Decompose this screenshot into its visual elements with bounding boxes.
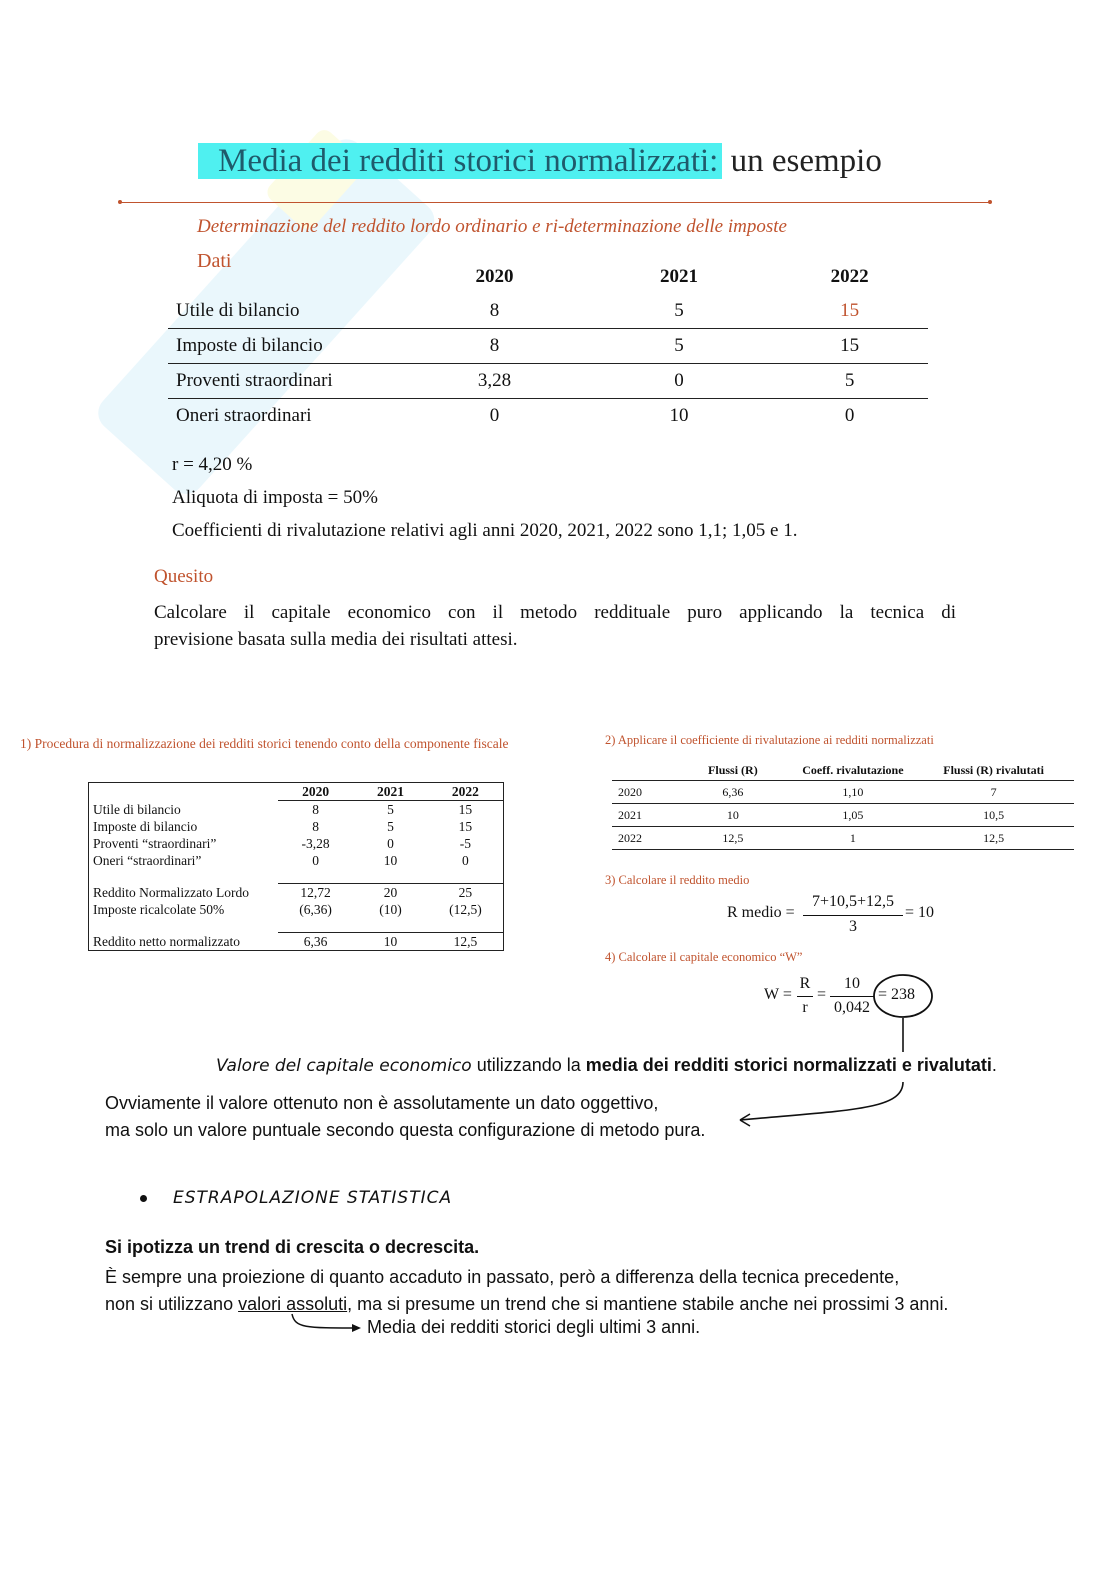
slide-title-rest: un esempio — [722, 143, 882, 179]
arrow-curve — [740, 1082, 903, 1120]
trend-line: È sempre una proiezione di quanto accaduto in passato, però a differenza della tecnica precedente, — [105, 1267, 900, 1287]
row-label: Imposte di bilancio — [93, 819, 198, 834]
year-header: 2021 — [353, 783, 428, 801]
cell: 10 — [669, 405, 689, 426]
bullet-dot — [140, 1195, 147, 1202]
row-label: Imposte di bilancio — [168, 329, 402, 364]
w-result: 238 — [891, 986, 915, 1003]
cell: 0 — [387, 836, 394, 851]
param-tax: Aliquota di imposta = 50% — [172, 487, 378, 508]
column-header: Flussi (R) rivalutati — [913, 760, 1074, 781]
cell: 20 — [353, 884, 428, 902]
cell: 6,36 — [673, 781, 792, 804]
cell: 10 — [383, 853, 398, 868]
row-label: Oneri straordinari — [176, 405, 312, 426]
quesito-label: Quesito — [154, 566, 214, 587]
row-year: 2022 — [612, 827, 673, 850]
cell: 0 — [462, 853, 469, 868]
cell: 15 — [771, 329, 928, 364]
media-note: Media dei redditi storici degli ultimi 3 anni. — [367, 1317, 701, 1337]
row-label: Utile di bilancio — [168, 294, 402, 329]
ovviamente-note — [105, 1090, 705, 1144]
step4-heading: 4) Calcolare il capitale economico “W” — [605, 950, 803, 964]
cell: 10 — [673, 804, 792, 827]
valore-sentence — [216, 1055, 997, 1076]
column-header: Coeff. rivalutazione — [793, 760, 914, 781]
param-coefficients: Coefficienti di rivalutazione relativi agli anni 2020, 2021, 2022 sono 1,1; 1,05 e 1. — [172, 520, 798, 541]
year-header: 2022 — [428, 783, 504, 801]
cell: (6,36) — [299, 902, 332, 917]
cell: -5 — [459, 836, 472, 851]
valore-bold: media dei redditi storici normalizzati e rivalutati — [585, 1055, 992, 1075]
step2-heading: 2) Applicare il coefficiente di rivalutazione ai redditi normalizzati — [605, 733, 934, 747]
w-frac1-num: R — [799, 975, 811, 992]
cell: 0 — [587, 364, 771, 399]
trend-heading: Si ipotizza un trend di crescita o decrescita. — [105, 1237, 480, 1257]
param-rate: r = 4,20 % — [172, 454, 253, 475]
bullet-item — [140, 1188, 452, 1208]
cell: 15 — [458, 819, 473, 834]
cell: 12,5 — [913, 827, 1074, 850]
cell: 0 — [312, 853, 319, 868]
year-header: 2020 — [278, 783, 353, 801]
row-label: Reddito Normalizzato Lordo — [93, 884, 249, 900]
row-label: Imposte ricalcolate 50% — [93, 902, 225, 917]
cell: 1,05 — [793, 804, 914, 827]
bullet-text: ESTRAPOLAZIONE STATISTICA — [173, 1188, 453, 1208]
year-header: 2022 — [830, 266, 869, 287]
row-year: 2020 — [612, 781, 673, 804]
r-medio-label: R medio = — [727, 904, 795, 921]
arrow-head — [352, 1324, 361, 1332]
cell: 8 — [312, 819, 319, 834]
slide-subtitle: Determinazione del reddito lordo ordinario e ri-determinazione delle imposte — [197, 216, 787, 237]
year-header: 2021 — [659, 266, 698, 287]
valore-italic: Valore del capitale economico — [216, 1056, 472, 1076]
cell: 25 — [428, 884, 504, 902]
w-equals: = — [817, 986, 827, 1003]
slide-title-highlight: Media dei redditi storici normalizzati: — [198, 143, 722, 179]
cell: 8 — [312, 802, 319, 817]
trend-line — [105, 1291, 948, 1318]
row-year: 2021 — [612, 804, 673, 827]
note-line: Ovviamente il valore ottenuto non è assolutamente un dato oggettivo, — [105, 1093, 659, 1113]
cell: 6,36 — [278, 933, 353, 951]
w-frac2-den: 0,042 — [834, 999, 870, 1016]
cell: (10) — [379, 902, 402, 917]
cell: 8 — [402, 329, 586, 364]
cell: 15 — [458, 802, 473, 817]
result-circle — [874, 975, 932, 1017]
cell: 15 — [771, 294, 928, 329]
row-label: Reddito netto normalizzato — [93, 933, 240, 949]
step3-heading: 3) Calcolare il reddito medio — [605, 873, 750, 887]
column-header: Flussi (R) — [673, 760, 792, 781]
note-line: ma solo un valore puntuale secondo questa configurazione di metodo pura. — [105, 1120, 706, 1140]
cell: 5 — [387, 819, 394, 834]
valore-mid: utilizzando la — [471, 1055, 586, 1075]
w-label: W = — [764, 986, 792, 1003]
row-label: Proventi straordinari — [168, 364, 402, 399]
cell: 5 — [771, 364, 928, 399]
year-header: 2020 — [475, 266, 514, 287]
r-medio-denominator: 3 — [849, 918, 857, 935]
valore-end: . — [991, 1055, 997, 1075]
underlined-text: valori assoluti — [238, 1294, 348, 1314]
cell: 7 — [913, 781, 1074, 804]
cell: 3,28 — [402, 364, 586, 399]
cell: 10,5 — [913, 804, 1074, 827]
cell: 12,72 — [278, 884, 353, 902]
quesito-line: Calcolare il capitale economico con il metodo reddituale puro applicando la tecnica di — [154, 602, 956, 623]
row-label: Proventi “straordinari” — [93, 836, 217, 851]
cell: -3,28 — [301, 836, 330, 851]
quesito-line: previsione basata sulla media dei risultati attesi. — [154, 629, 518, 650]
trend-text: non si utilizzano — [105, 1294, 239, 1314]
cell: 0 — [844, 405, 855, 426]
cell: 1 — [793, 827, 914, 850]
step1-heading: 1) Procedura di normalizzazione dei redditi storici tenendo conto della componente fiscale — [20, 736, 509, 751]
cell: 5 — [587, 329, 771, 364]
trend-body — [105, 1264, 948, 1318]
r-medio-result: = 10 — [905, 904, 935, 921]
trend-text: , ma si presume un trend che si mantiene stabile anche nei prossimi 3 anni. — [347, 1294, 949, 1314]
cell: 5 — [587, 294, 771, 329]
cell: 8 — [402, 294, 586, 329]
cell: 1,10 — [793, 781, 914, 804]
cell: 10 — [353, 933, 428, 951]
cell: (12,5) — [449, 902, 482, 917]
row-label: Utile di bilancio — [93, 801, 181, 817]
row-label: Oneri “straordinari” — [93, 853, 202, 868]
r-medio-numerator: 7+10,5+12,5 — [811, 893, 895, 910]
w-equals: = — [878, 986, 888, 1003]
w-frac2-num: 10 — [844, 975, 860, 992]
cell: 12,5 — [673, 827, 792, 850]
dati-label: Dati — [197, 250, 232, 272]
cell: 5 — [387, 802, 394, 817]
w-frac1-den: r — [802, 999, 808, 1016]
cell: 0 — [489, 405, 500, 426]
cell: 12,5 — [428, 933, 504, 951]
